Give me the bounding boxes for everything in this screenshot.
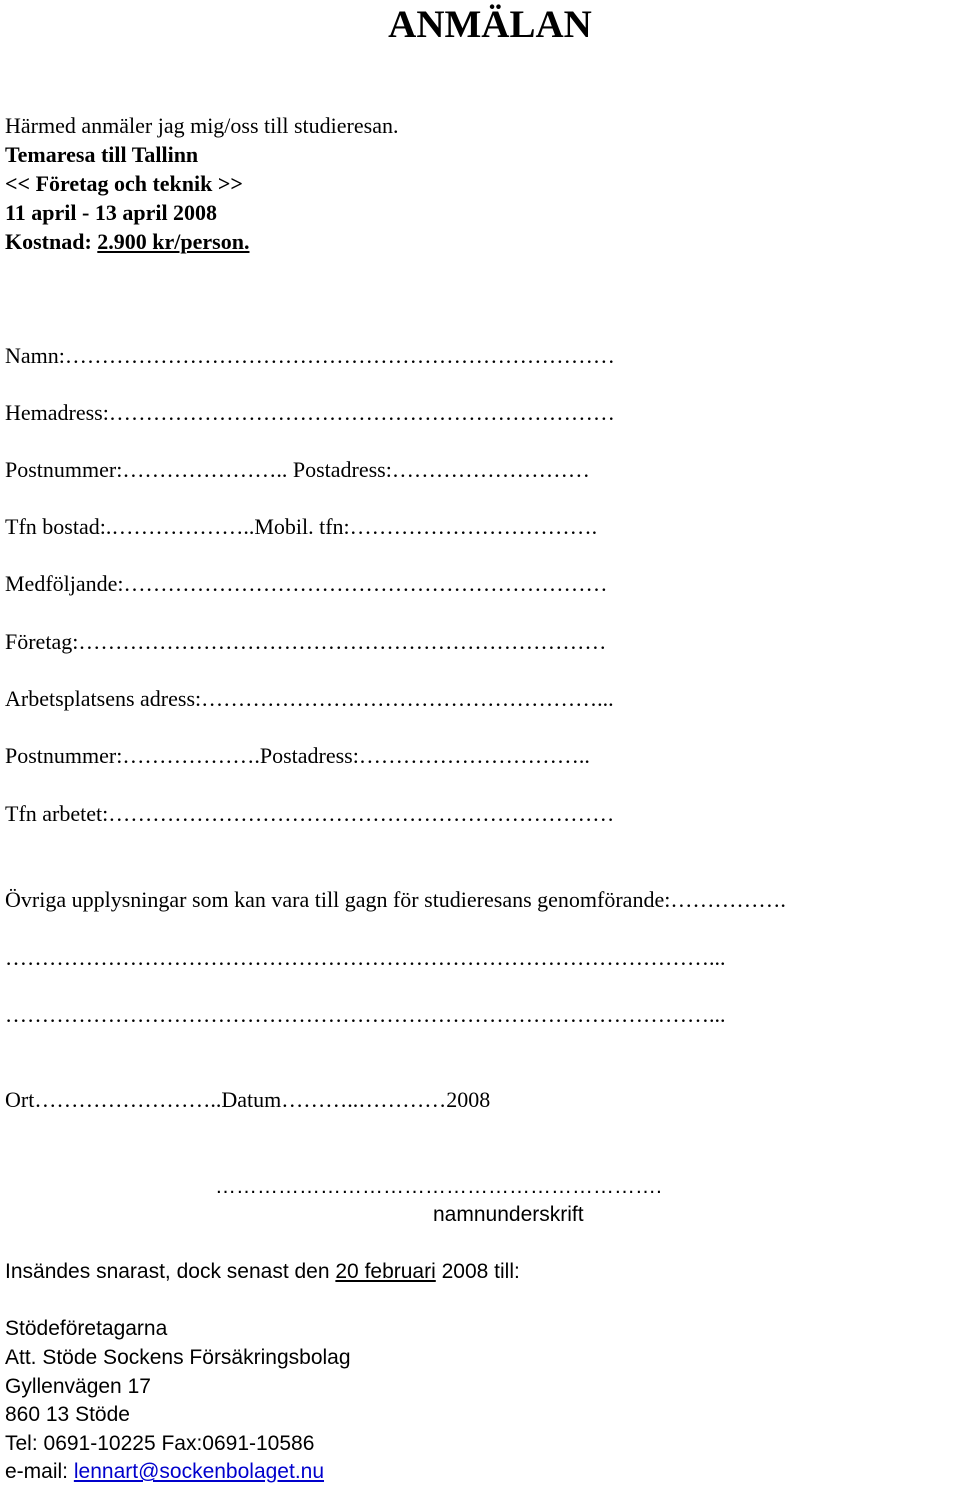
deadline-date: 20 februari [335, 1260, 436, 1283]
other-info-label[interactable]: Övriga upplysningar som kan vara till gagn för studieresans genomförande:……………. [5, 887, 786, 912]
trip-cost [5, 228, 249, 256]
other-info-line-1[interactable]: ……………………………………………………………………………………... [5, 945, 726, 970]
work-address-field[interactable]: Arbetsplatsens adress:………………………………………………... [5, 686, 614, 711]
cost-label: Kostnad: [5, 229, 98, 254]
work-postal-code-field[interactable]: Postnummer:……………….Postadress:………………………….. [5, 743, 590, 768]
page-title: ANMÄLAN [388, 3, 592, 46]
trip-name: Temaresa till Tallinn [5, 142, 199, 167]
email-label: e-mail: [5, 1460, 74, 1483]
deadline-pre: Insändes snarast, dock senast den [5, 1260, 336, 1283]
other-info-line-2[interactable]: ……………………………………………………………………………………... [5, 1002, 726, 1027]
home-address-field[interactable]: Hemadress:…………………………………………………………… [5, 400, 615, 425]
street-address: Gyllenvägen 17 [5, 1375, 151, 1398]
signature-label: namnunderskrift [433, 1203, 584, 1226]
signature-line[interactable]: ………………………………………………………. [215, 1175, 662, 1198]
city-address: 860 13 Stöde [5, 1403, 130, 1426]
intro-statement: Härmed anmäler jag mig/oss till studieresan. [5, 113, 399, 138]
company-field[interactable]: Företag:……………………………………………………………… [5, 629, 607, 654]
trip-dates: 11 april - 13 april 2008 [5, 200, 218, 225]
place-date-field[interactable]: Ort……………………..Datum………..…………2008 [5, 1087, 491, 1112]
organization-name: Stödeföretagarna [5, 1317, 168, 1340]
work-phone-field[interactable]: Tfn arbetet:…………………………………………………………… [5, 801, 615, 826]
companion-field[interactable]: Medföljande:………………………………………………………… [5, 571, 608, 596]
postal-code-field[interactable]: Postnummer:………………….. Postadress:……………………… [5, 457, 590, 482]
phone-fax: Tel: 0691-10225 Fax:0691-10586 [5, 1432, 315, 1455]
deadline-text [5, 1258, 520, 1286]
phone-field[interactable]: Tfn bostad:.………………..Mobil. tfn:……………………………. [5, 514, 598, 539]
name-field[interactable]: Namn:………………………………………………………………… [5, 343, 615, 368]
attention-line: Att. Stöde Sockens Försäkringsbolag [5, 1346, 351, 1369]
email-link[interactable]: lennart@sockenbolaget.nu [73, 1460, 325, 1483]
deadline-post: 2008 till: [435, 1260, 520, 1283]
trip-theme: << Företag och teknik >> [5, 171, 243, 196]
cost-value: 2.900 kr/person. [97, 229, 250, 254]
email-line [5, 1458, 324, 1486]
